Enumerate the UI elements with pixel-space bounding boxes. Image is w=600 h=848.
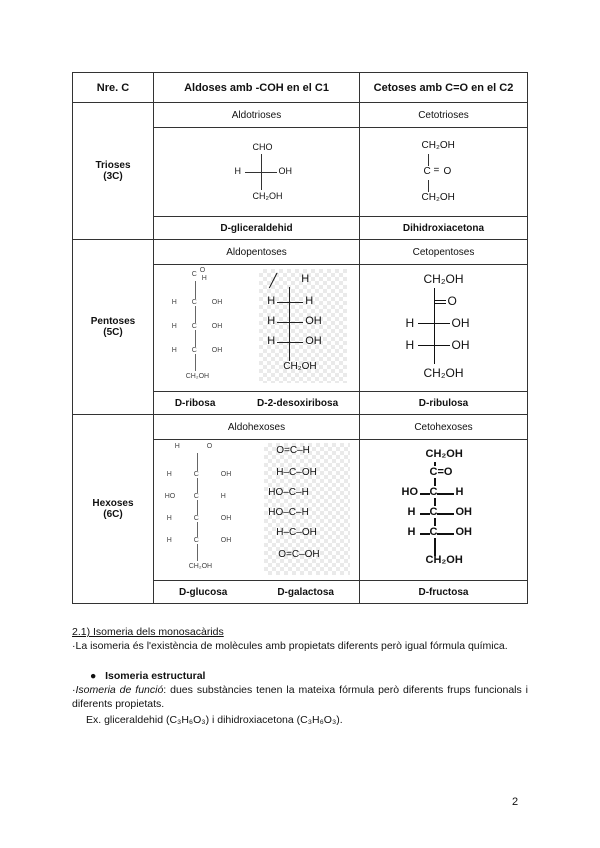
h-atom: H bbox=[171, 323, 177, 330]
h-atom: H bbox=[201, 275, 207, 282]
c-atom: C bbox=[429, 506, 438, 518]
aldehyde-group: O=C–H bbox=[276, 445, 310, 456]
ch2oh-group: CH₂OH bbox=[252, 191, 283, 201]
double-bond bbox=[434, 303, 446, 304]
bond bbox=[245, 172, 277, 173]
page-number: 2 bbox=[512, 796, 519, 808]
ribose-structure bbox=[166, 269, 236, 387]
aldotrioses-label: Aldotrioses bbox=[154, 103, 360, 128]
ch2oh-group: CH₂OH bbox=[185, 373, 210, 380]
ch2oh-group: CH₂OH bbox=[425, 554, 463, 566]
h-atom: H bbox=[407, 526, 416, 538]
hcoh-row: H–C–OH bbox=[276, 467, 317, 478]
h-atom: H bbox=[171, 299, 177, 306]
o-atom: O bbox=[199, 267, 206, 274]
ch2oh-group: CH₂OH bbox=[425, 448, 463, 460]
function-isomerism-label: ·Isomeria de funció bbox=[72, 684, 164, 696]
aldopentoses-label: Aldopentoses bbox=[154, 240, 360, 265]
bullet-icon: ● bbox=[90, 670, 106, 682]
c-atom: C bbox=[193, 493, 199, 500]
table-header-row bbox=[73, 73, 528, 103]
c-atom: C bbox=[429, 486, 438, 498]
h-atom: H bbox=[166, 471, 172, 478]
o-atom: O bbox=[447, 294, 457, 308]
oh-group: OH bbox=[220, 515, 232, 522]
cetopentoses-label: Cetopentoses bbox=[360, 240, 528, 265]
h-atom: H bbox=[405, 316, 415, 330]
oh-group: OH bbox=[278, 166, 292, 176]
dihydroxyacetone-name: Dihidroxiacetona bbox=[360, 217, 528, 240]
fructose-structure bbox=[402, 448, 486, 572]
header-ketoses: Cetoses amb C=O en el C2 bbox=[360, 73, 528, 103]
h-atom: H bbox=[267, 335, 276, 347]
bullet-text: Isomeria estructural bbox=[105, 670, 206, 682]
oh-group: OH bbox=[305, 315, 322, 327]
trioses-label bbox=[73, 103, 154, 240]
c-atom: C bbox=[193, 537, 199, 544]
example-line: Ex. gliceraldehid (C₃H₆O₃) i dihidroxiacetona (C₃H₆O₃). bbox=[86, 714, 343, 726]
trioses-label-text: Trioses (3C) bbox=[95, 160, 131, 182]
section-heading: 2.1) Isomeria dels monosacàrids bbox=[72, 626, 224, 638]
hoch-row: HO–C–H bbox=[268, 487, 309, 498]
ho-group: HO bbox=[401, 486, 418, 498]
oh-group: OH bbox=[220, 471, 232, 478]
header-carbon-count: Nre. C bbox=[73, 73, 154, 103]
carbonyl-group: C=O bbox=[429, 466, 453, 478]
h-atom: H bbox=[301, 273, 310, 285]
bond bbox=[418, 323, 450, 324]
ch2oh-group: CH₂OH bbox=[423, 366, 464, 380]
pentoses-label bbox=[73, 240, 154, 415]
aldohexoses-label: Aldohexoses bbox=[154, 415, 360, 440]
deoxyribose-name: D-2-desoxiribosa bbox=[257, 397, 339, 409]
ribulose-name: D-ribulosa bbox=[360, 392, 528, 415]
c-atom: C bbox=[193, 471, 199, 478]
cho-group: CHO bbox=[252, 142, 273, 152]
bond bbox=[277, 302, 303, 303]
c-atom: C bbox=[429, 526, 438, 538]
oh-group: OH bbox=[305, 335, 322, 347]
h-atom: H bbox=[166, 537, 172, 544]
h-atom: H bbox=[234, 166, 241, 176]
c1-atom: C bbox=[191, 271, 197, 278]
h-atom: H bbox=[405, 338, 415, 352]
bond bbox=[277, 322, 303, 323]
bond bbox=[277, 342, 303, 343]
oh-group: OH bbox=[220, 537, 232, 544]
hexoses-label-text: Hexoses (6C) bbox=[92, 498, 134, 520]
fructose-name: D-fructosa bbox=[360, 581, 528, 604]
oh-group: OH bbox=[455, 526, 472, 538]
o-atom: O bbox=[206, 443, 213, 450]
ch2oh-group: CH₂OH bbox=[188, 563, 213, 570]
galactose-name: D-galactosa bbox=[277, 586, 334, 598]
oh-group: OH bbox=[211, 299, 223, 306]
header-aldoses: Aldoses amb -COH en el C1 bbox=[154, 73, 360, 103]
function-isomerism-paragraph bbox=[72, 683, 528, 711]
h-atom: H bbox=[166, 515, 172, 522]
h-atom: H bbox=[220, 493, 226, 500]
c-atom: C bbox=[191, 299, 197, 306]
glucose-structure bbox=[163, 443, 247, 577]
h-atom: H bbox=[174, 443, 180, 450]
cetotrioses-label: Cetotrioses bbox=[360, 103, 528, 128]
oh-group: OH bbox=[455, 506, 472, 518]
monosaccharide-table bbox=[72, 72, 528, 604]
galactose-structure bbox=[264, 443, 350, 575]
bond bbox=[428, 180, 429, 192]
c-atom: C bbox=[423, 166, 431, 177]
c-atom: C bbox=[191, 323, 197, 330]
trioses-group-row bbox=[73, 103, 528, 128]
hexoses-label bbox=[73, 415, 154, 604]
h-atom: H bbox=[407, 506, 416, 518]
glyceraldehyde-structure bbox=[217, 142, 297, 202]
bullet-item bbox=[90, 669, 510, 683]
oh-group: OH bbox=[451, 316, 470, 330]
hcoh-row: H–C–OH bbox=[276, 527, 317, 538]
ribose-name: D-ribosa bbox=[174, 397, 216, 409]
c-atom: C bbox=[191, 347, 197, 354]
h-atom: H bbox=[267, 295, 276, 307]
glucose-name: D-glucosa bbox=[178, 586, 228, 598]
carboxyl-group: O=C–OH bbox=[278, 549, 320, 560]
oh-group: OH bbox=[451, 338, 470, 352]
oh-group: OH bbox=[211, 323, 223, 330]
pentoses-group-row bbox=[73, 240, 528, 265]
h-atom: H bbox=[267, 315, 276, 327]
bond bbox=[428, 154, 429, 166]
oh-group: OH bbox=[211, 347, 223, 354]
dihydroxyacetone-structure bbox=[414, 140, 474, 204]
ch2oh-group: CH₂OH bbox=[423, 272, 464, 286]
bond bbox=[418, 345, 450, 346]
glyceraldehyde-name: D-gliceraldehid bbox=[154, 217, 360, 240]
double-bond bbox=[434, 300, 446, 301]
pentoses-label-text: Pentoses (5C) bbox=[90, 316, 136, 338]
hexoses-group-row bbox=[73, 415, 528, 440]
bond bbox=[197, 453, 198, 561]
cetohexoses-label: Cetohexoses bbox=[360, 415, 528, 440]
double-bond: = bbox=[433, 165, 440, 176]
h-atom: H bbox=[455, 486, 464, 498]
ch2oh-group: CH₂OH bbox=[283, 361, 317, 372]
ho-group: HO bbox=[164, 493, 176, 500]
c-atom: C bbox=[193, 515, 199, 522]
o-atom: O bbox=[443, 166, 452, 177]
h-atom: H bbox=[305, 295, 314, 307]
h-atom: H bbox=[171, 347, 177, 354]
bond bbox=[289, 287, 290, 361]
ch2oh-group: CH₂OH bbox=[421, 192, 455, 203]
function-isomerism-text: : dues substàncies tenen la mateixa fórmula però diferents frups funcionals i diferents propietats. bbox=[72, 684, 528, 710]
hoch-row: HO–C–H bbox=[268, 507, 309, 518]
deoxyribose-structure bbox=[259, 269, 347, 383]
aldehyde-bond: ╱ bbox=[269, 273, 278, 288]
ribulose-structure bbox=[404, 272, 484, 384]
ch2oh-group: CH₂OH bbox=[421, 140, 455, 151]
intro-paragraph: ·La isomeria és l'existència de molècules amb propietats diferents però igual fórmula química. bbox=[72, 640, 508, 652]
